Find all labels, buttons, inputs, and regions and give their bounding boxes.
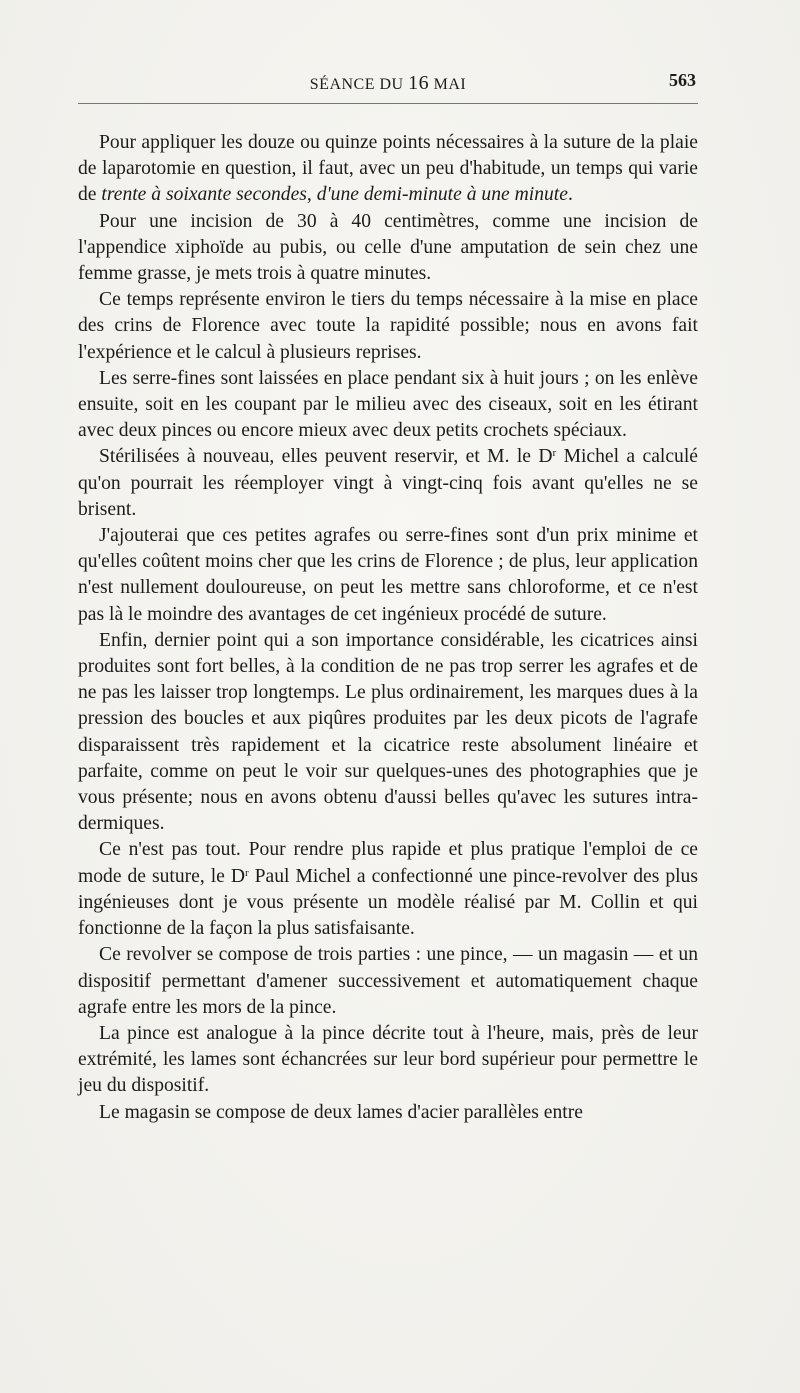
paragraph-9: Ce revolver se compose de trois parties : une pince, — un magasin — et un dispositif permettant d'amener successivement et automatiquement chaque agrafe entre les mors de la pince.: [78, 944, 698, 1018]
paragraph-8: [78, 837, 698, 942]
paragraph-5-after: Michel a calculé qu'on pourrait les réemployer vingt à vingt-cinq fois avant qu'elles ne se brisent.: [78, 446, 698, 520]
paragraph-10: La pince est analogue à la pince décrite tout à l'heure, mais, près de leur extrémité, les lames sont échancrées sur leur bord supérieur pour permettre le jeu du dispositif.: [78, 1022, 698, 1097]
paragraph-5-sup: r: [552, 447, 557, 460]
header-title-day: 16: [408, 72, 430, 94]
paragraph-8-sup: r: [245, 866, 249, 879]
paragraph-1-end: .: [567, 184, 573, 206]
running-header: [78, 64, 698, 94]
header-title-prefix: SÉANCE DU: [309, 76, 409, 93]
paragraph-11: Le magasin se compose de deux lames d'acier parallèles entre: [99, 1101, 583, 1123]
page-number: 563: [669, 70, 696, 90]
paragraph-1-text: Pour appliquer les douze ou quinze points nécessaires à la suture de la plaie de laparotomie en question, il faut, avec un peu d'habitude, un temps qui varie de: [78, 132, 698, 206]
paragraph-1: [78, 130, 698, 209]
header-divider: [78, 103, 698, 104]
paragraph-1-italic: trente à soixante secondes, d'une demi-minute à une minute: [101, 184, 568, 206]
paragraph-3: Ce temps représente environ le tiers du temps nécessaire à la mise en place des crins de Florence avec toute la rapidité possible; nous en avons fait l'expérience et le calcul à plusieurs reprises.: [78, 289, 698, 363]
paragraph-2: Pour une incision de 30 à 40 centimètres, comme une incision de l'appendice xiphoïde au pubis, ou celle d'une amputation de sein chez une femme grasse, je mets trois à quatre minutes.: [78, 210, 698, 285]
header-title-suffix: MAI: [429, 76, 467, 93]
paragraph-5-before: Stérilisées à nouveau, elles peuvent reservir, et M. le D: [99, 446, 553, 468]
paragraph-5: [78, 444, 698, 523]
paragraph-8-before: Ce n'est pas tout. Pour rendre plus rapide et plus pratique l'emploi de ce mode de suture, le D: [78, 839, 698, 887]
paragraph-8-after: Paul Michel a confectionné une pince-revolver des plus ingénieuses dont je vous présente un modèle réalisé par M. Collin et qui fonctionne de la façon la plus satisfaisante.: [78, 865, 698, 940]
header-title: [78, 72, 698, 95]
paragraph-6: J'ajouterai que ces petites agrafes ou serre-fines sont d'un prix minime et qu'elles coûtent moins cher que les crins de Florence ; de plus, leur application n'est nullement douloureuse, on peut les mettre sans chloroforme, et ce n'est pas là le moindre des avantages de cet ingénieux procédé de suture.: [78, 525, 698, 625]
paragraph-4: Les serre-fines sont laissées en place pendant six à huit jours ; on les enlève ensuite, soit en les coupant par le milieu avec des ciseaux, soit en les étirant avec deux pinces ou encore mieux avec deux petits crochets spéciaux.: [78, 367, 698, 442]
paragraph-7: Enfin, dernier point qui a son importance considérable, les cicatrices ainsi produites sont fort belles, à la condition de ne pas trop serrer les agrafes et de ne pas les laisser trop longtemps. Le plus ordinairement, les marques dues à la pression des boucles et aux piqûres produites par les deux picots de l'agrafe disparaissent très rapidement et la cicatrice reste absolument linéaire et parfaite, comme on peut le voir sur quelques-unes des photographies que je vous présente; nous en avons obtenu d'aussi belles qu'avec les sutures intra-dermiques.: [78, 629, 698, 835]
body-text: [78, 130, 698, 1126]
